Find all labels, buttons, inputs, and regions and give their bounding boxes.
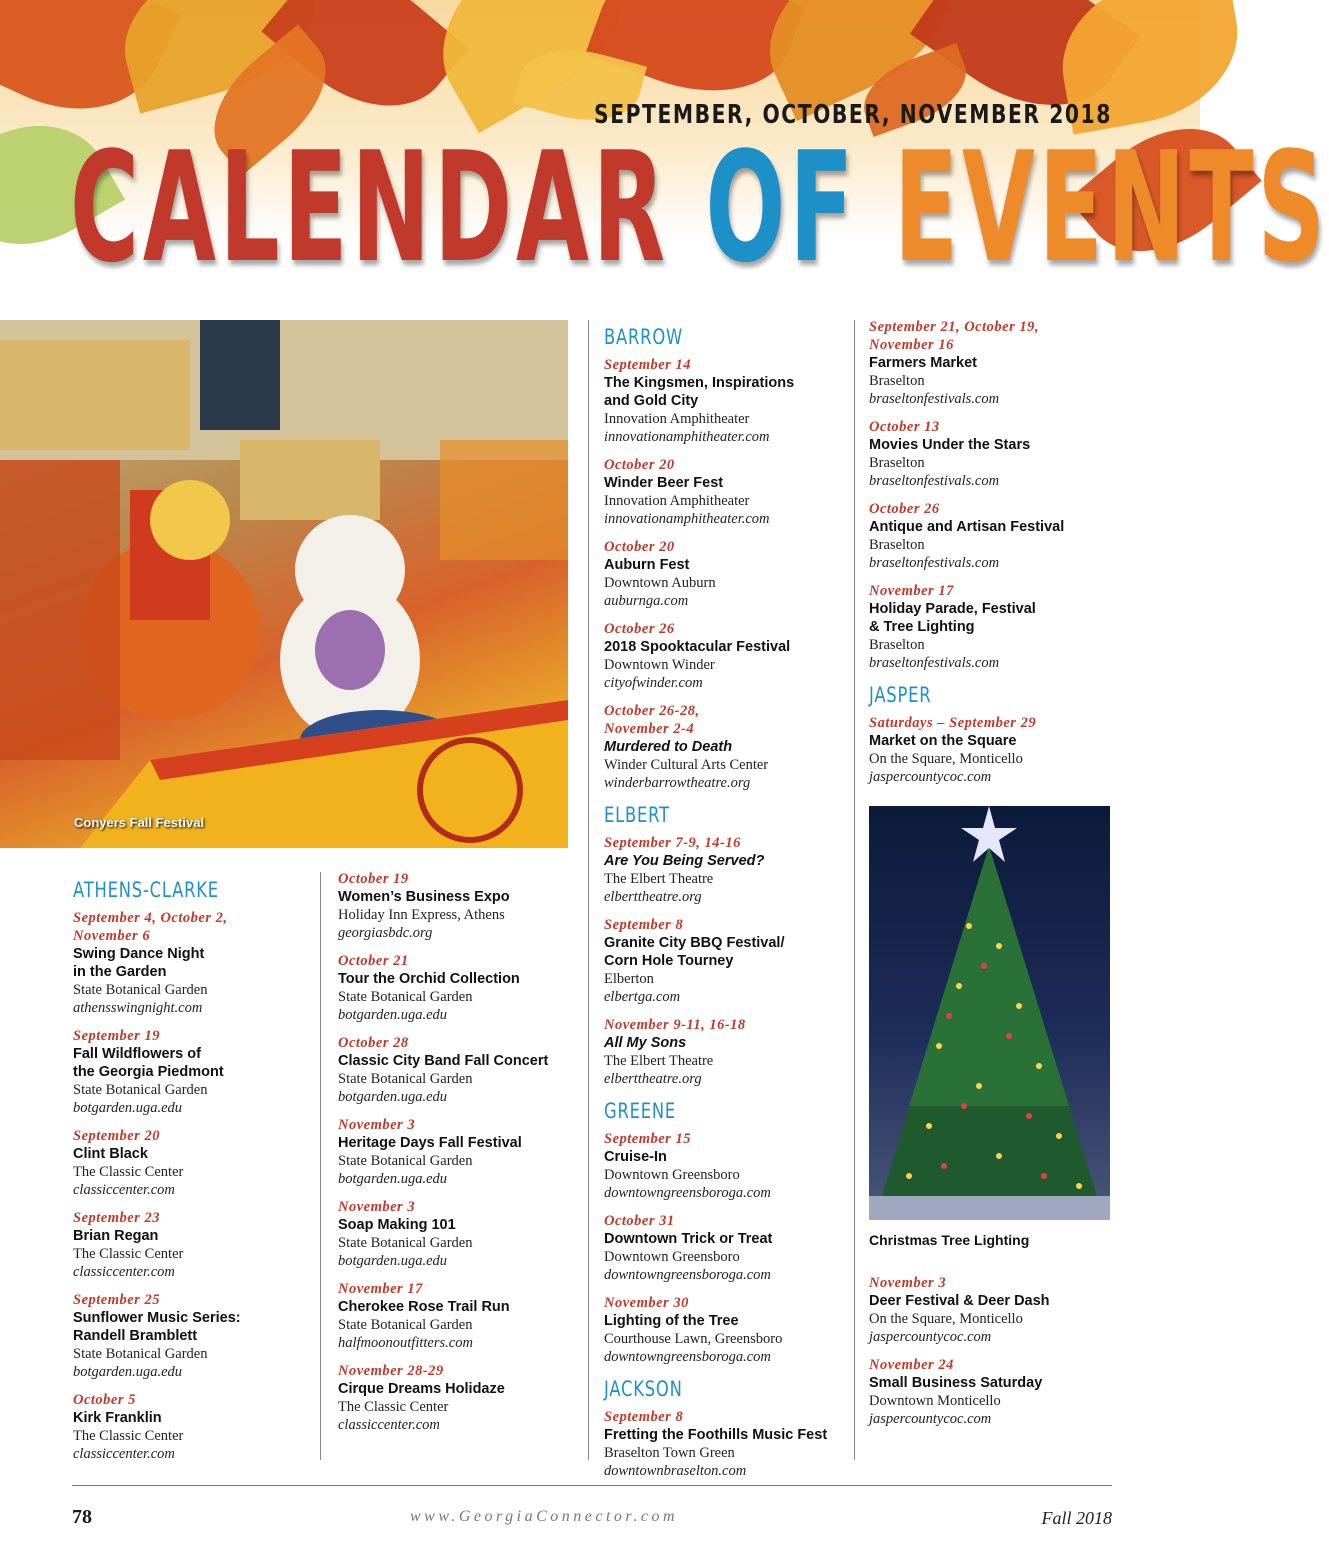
event-date: October 20: [604, 457, 675, 473]
event-website[interactable]: braseltonfestivals.com: [869, 473, 1000, 489]
event-venue: Elberton: [604, 971, 654, 987]
event-item: [604, 702, 849, 792]
event-venue: Downtown Auburn: [604, 575, 716, 591]
event-item: [869, 318, 1114, 408]
section-heading: ELBERT: [604, 803, 670, 827]
event-website[interactable]: athensswingnight.com: [73, 1000, 203, 1016]
event-venue: The Classic Center: [73, 1428, 184, 1444]
event-name: Heritage Days Fall Festival: [338, 1135, 522, 1151]
event-name: the Georgia Piedmont: [73, 1064, 224, 1080]
event-website[interactable]: elberttheatre.org: [604, 889, 702, 905]
event-name: Cruise-In: [604, 1149, 667, 1165]
event-venue: Holiday Inn Express, Athens: [338, 907, 505, 923]
event-item: [73, 1391, 313, 1463]
event-item: [869, 1274, 1114, 1346]
event-date: November 9-11, 16-18: [604, 1017, 746, 1033]
event-item: [869, 418, 1114, 490]
event-name: Murdered to Death: [604, 739, 733, 755]
event-venue: Downtown Greensboro: [604, 1167, 740, 1183]
event-name: Cherokee Rose Trail Run: [338, 1299, 510, 1315]
christmas-tree-photo: [869, 806, 1110, 1220]
event-item: [604, 1294, 849, 1366]
event-item: [604, 834, 849, 906]
event-date: September 19: [73, 1028, 160, 1044]
event-item: [604, 1130, 849, 1202]
jasper-continued: [869, 1274, 1114, 1438]
photo-caption: Conyers Fall Festival: [74, 815, 205, 830]
event-website[interactable]: botgarden.uga.edu: [73, 1364, 183, 1380]
event-item: [604, 1408, 849, 1480]
event-date: October 19: [338, 871, 409, 887]
event-name: & Tree Lighting: [869, 619, 975, 635]
event-website[interactable]: braseltonfestivals.com: [869, 655, 1000, 671]
event-name: Antique and Artisan Festival: [869, 519, 1065, 535]
event-venue: The Classic Center: [73, 1164, 184, 1180]
event-venue: State Botanical Garden: [338, 1071, 473, 1087]
event-name: Are You Being Served?: [604, 853, 765, 869]
festival-illustration: [0, 320, 568, 848]
event-website[interactable]: botgarden.uga.edu: [338, 1171, 448, 1187]
event-date: November 3: [869, 1275, 947, 1291]
event-date: November 3: [338, 1117, 416, 1133]
event-venue: The Elbert Theatre: [604, 871, 714, 887]
event-name: Clint Black: [73, 1146, 148, 1162]
event-venue: Braselton Town Green: [604, 1445, 735, 1461]
event-date: October 31: [604, 1213, 675, 1229]
event-website[interactable]: botgarden.uga.edu: [73, 1100, 183, 1116]
section-heading: JASPER: [869, 683, 932, 707]
event-venue: Courthouse Lawn, Greensboro: [604, 1331, 783, 1347]
event-name: All My Sons: [604, 1035, 687, 1051]
event-venue: Winder Cultural Arts Center: [604, 757, 769, 773]
event-name: Winder Beer Fest: [604, 475, 724, 491]
event-item: [604, 1212, 849, 1284]
event-website[interactable]: downtowngreensboroga.com: [604, 1185, 771, 1201]
event-date: November 3: [338, 1199, 416, 1215]
event-name: Sunflower Music Series:: [73, 1310, 241, 1326]
event-name: Small Business Saturday: [869, 1375, 1043, 1391]
event-venue: The Elbert Theatre: [604, 1053, 714, 1069]
event-name: Downtown Trick or Treat: [604, 1231, 773, 1247]
event-name: and Gold City: [604, 393, 699, 409]
event-date: October 5: [73, 1392, 136, 1408]
event-item: [869, 500, 1114, 572]
event-website[interactable]: jaspercountycoc.com: [869, 1329, 992, 1345]
event-website[interactable]: auburnga.com: [604, 593, 689, 609]
event-date: November 17: [869, 583, 954, 599]
event-website[interactable]: georgiasbdc.org: [338, 925, 433, 941]
event-date: September 14: [604, 357, 691, 373]
event-name: Randell Bramblett: [73, 1328, 198, 1344]
event-venue: On the Square, Monticello: [869, 751, 1023, 767]
event-website[interactable]: halfmoonoutfitters.com: [338, 1335, 473, 1351]
event-item: [869, 1356, 1114, 1428]
athens-clarke-section: [73, 877, 313, 1473]
column-divider: [854, 320, 855, 1460]
event-name: Auburn Fest: [604, 557, 690, 573]
event-website[interactable]: classiccenter.com: [338, 1417, 440, 1433]
event-item: [73, 1291, 313, 1381]
event-item: [338, 870, 583, 942]
event-venue: Innovation Amphitheater: [604, 411, 750, 427]
event-item: [604, 538, 849, 610]
event-item: [73, 1127, 313, 1199]
athens-clarke-continued: [338, 870, 583, 1444]
section-heading: BARROW: [604, 325, 683, 349]
event-item: [869, 582, 1114, 672]
event-name: The Kingsmen, Inspirations: [604, 375, 795, 391]
event-item: [338, 1198, 583, 1270]
event-website[interactable]: jaspercountycoc.com: [869, 1411, 992, 1427]
event-venue: Braselton: [869, 455, 925, 471]
event-name: Granite City BBQ Festival/: [604, 935, 785, 951]
event-date: September 21, October 19,: [869, 319, 1039, 335]
event-name: Movies Under the Stars: [869, 437, 1031, 453]
event-venue: State Botanical Garden: [338, 1153, 473, 1169]
event-date: September 8: [604, 1409, 684, 1425]
event-date: October 20: [604, 539, 675, 555]
section-heading: ATHENS-CLARKE: [73, 878, 219, 902]
event-website[interactable]: botgarden.uga.edu: [338, 1253, 448, 1269]
event-venue: State Botanical Garden: [338, 1235, 473, 1251]
page-number: 78: [72, 1506, 92, 1528]
event-website[interactable]: elbertga.com: [604, 989, 681, 1005]
event-date: October 21: [338, 953, 409, 969]
event-item: [604, 456, 849, 528]
event-venue: State Botanical Garden: [73, 982, 208, 998]
event-name: Fretting the Foothills Music Fest: [604, 1427, 828, 1443]
event-date: September 20: [73, 1128, 160, 1144]
event-name: Soap Making 101: [338, 1217, 456, 1233]
section-heading: JACKSON: [604, 1377, 683, 1401]
event-name: Classic City Band Fall Concert: [338, 1053, 549, 1069]
event-date: November 24: [869, 1357, 954, 1373]
event-website[interactable]: braseltonfestivals.com: [869, 555, 1000, 571]
event-venue: State Botanical Garden: [73, 1346, 208, 1362]
event-name: 2018 Spooktacular Festival: [604, 639, 791, 655]
event-venue: State Botanical Garden: [73, 1082, 208, 1098]
event-name: Kirk Franklin: [73, 1410, 162, 1426]
event-website[interactable]: classiccenter.com: [73, 1446, 175, 1462]
event-item: [338, 1362, 583, 1434]
event-venue: On the Square, Monticello: [869, 1311, 1023, 1327]
event-item: [338, 1116, 583, 1188]
event-date: September 25: [73, 1292, 160, 1308]
event-venue: State Botanical Garden: [338, 989, 473, 1005]
event-website[interactable]: cityofwinder.com: [604, 675, 703, 691]
event-website[interactable]: downtownbraselton.com: [604, 1463, 747, 1479]
event-item: [338, 952, 583, 1024]
event-date: November 6: [73, 928, 151, 944]
event-venue: Innovation Amphitheater: [604, 493, 750, 509]
event-date: October 28: [338, 1035, 409, 1051]
photo-caption-tree: Christmas Tree Lighting: [869, 1232, 1030, 1248]
event-website[interactable]: elberttheatre.org: [604, 1071, 702, 1087]
event-website[interactable]: braseltonfestivals.com: [869, 391, 1000, 407]
event-name: Swing Dance Night: [73, 946, 205, 962]
event-item: [338, 1034, 583, 1106]
event-venue: The Classic Center: [338, 1399, 449, 1415]
event-website[interactable]: botgarden.uga.edu: [338, 1089, 448, 1105]
event-venue: Braselton: [869, 373, 925, 389]
event-venue: Braselton: [869, 537, 925, 553]
event-date: Saturdays – September 29: [869, 715, 1037, 731]
event-date: September 15: [604, 1131, 691, 1147]
footer-divider: [72, 1485, 1112, 1486]
event-item: [604, 916, 849, 1006]
event-date: September 4, October 2,: [73, 910, 228, 926]
event-venue: Downtown Greensboro: [604, 1249, 740, 1265]
right-column: [869, 318, 1114, 796]
footer-website[interactable]: www.GeorgiaConnector.com: [410, 1508, 678, 1525]
event-date: October 13: [869, 419, 940, 435]
event-website[interactable]: innovationamphitheater.com: [604, 429, 770, 445]
event-name: Deer Festival & Deer Dash: [869, 1293, 1050, 1309]
event-date: September 23: [73, 1210, 160, 1226]
title-events: EVENTS: [893, 119, 1329, 296]
event-item: [869, 714, 1114, 786]
event-name: Brian Regan: [73, 1228, 159, 1244]
event-name: Holiday Parade, Festival: [869, 601, 1036, 617]
title-calendar: CALENDAR: [70, 119, 706, 296]
conyers-fall-festival-photo: [0, 320, 568, 848]
section-heading: GREENE: [604, 1099, 677, 1123]
middle-column: [604, 324, 849, 1490]
event-item: [604, 620, 849, 692]
event-venue: The Classic Center: [73, 1246, 184, 1262]
event-website[interactable]: downtowngreensboroga.com: [604, 1267, 771, 1283]
page-title: [70, 119, 1329, 296]
event-name: Tour the Orchid Collection: [338, 971, 520, 987]
christmas-tree-illustration: [869, 806, 1110, 1220]
event-date: September 7-9, 14-16: [604, 835, 741, 851]
event-name: in the Garden: [73, 964, 167, 980]
event-name: Women’s Business Expo: [338, 889, 510, 905]
event-website[interactable]: botgarden.uga.edu: [338, 1007, 448, 1023]
event-name: Lighting of the Tree: [604, 1313, 739, 1329]
issue-season: Fall 2018: [1041, 1508, 1112, 1528]
event-item: [73, 1027, 313, 1117]
event-venue: Downtown Monticello: [869, 1393, 1001, 1409]
event-name: Corn Hole Tourney: [604, 953, 734, 969]
event-date: November 28-29: [338, 1363, 444, 1379]
header-banner: [0, 0, 1329, 310]
date-range: SEPTEMBER, OCTOBER, NOVEMBER 2018: [594, 100, 1112, 130]
event-date: November 30: [604, 1295, 689, 1311]
event-item: [73, 1209, 313, 1281]
event-date: October 26: [869, 501, 940, 517]
column-divider: [588, 320, 589, 1460]
event-website[interactable]: jaspercountycoc.com: [869, 769, 992, 785]
event-name: Market on the Square: [869, 733, 1017, 749]
event-date: September 8: [604, 917, 684, 933]
event-website[interactable]: downtowngreensboroga.com: [604, 1349, 771, 1365]
event-item: [73, 909, 313, 1017]
event-website[interactable]: classiccenter.com: [73, 1264, 175, 1280]
event-date: November 16: [869, 337, 954, 353]
event-date: November 17: [338, 1281, 423, 1297]
event-venue: Braselton: [869, 637, 925, 653]
event-venue: State Botanical Garden: [338, 1317, 473, 1333]
event-date: October 26: [604, 621, 675, 637]
column-divider: [320, 872, 321, 1460]
event-name: Cirque Dreams Holidaze: [338, 1381, 505, 1397]
event-website[interactable]: innovationamphitheater.com: [604, 511, 770, 527]
event-venue: Downtown Winder: [604, 657, 715, 673]
event-date: October 26-28,: [604, 703, 700, 719]
title-of: OF: [705, 119, 894, 296]
event-date: November 2-4: [604, 721, 695, 737]
event-name: Farmers Market: [869, 355, 977, 371]
event-website[interactable]: winderbarrowtheatre.org: [604, 775, 751, 791]
event-item: [604, 356, 849, 446]
event-item: [338, 1280, 583, 1352]
event-name: Fall Wildflowers of: [73, 1046, 201, 1062]
event-item: [604, 1016, 849, 1088]
event-website[interactable]: classiccenter.com: [73, 1182, 175, 1198]
